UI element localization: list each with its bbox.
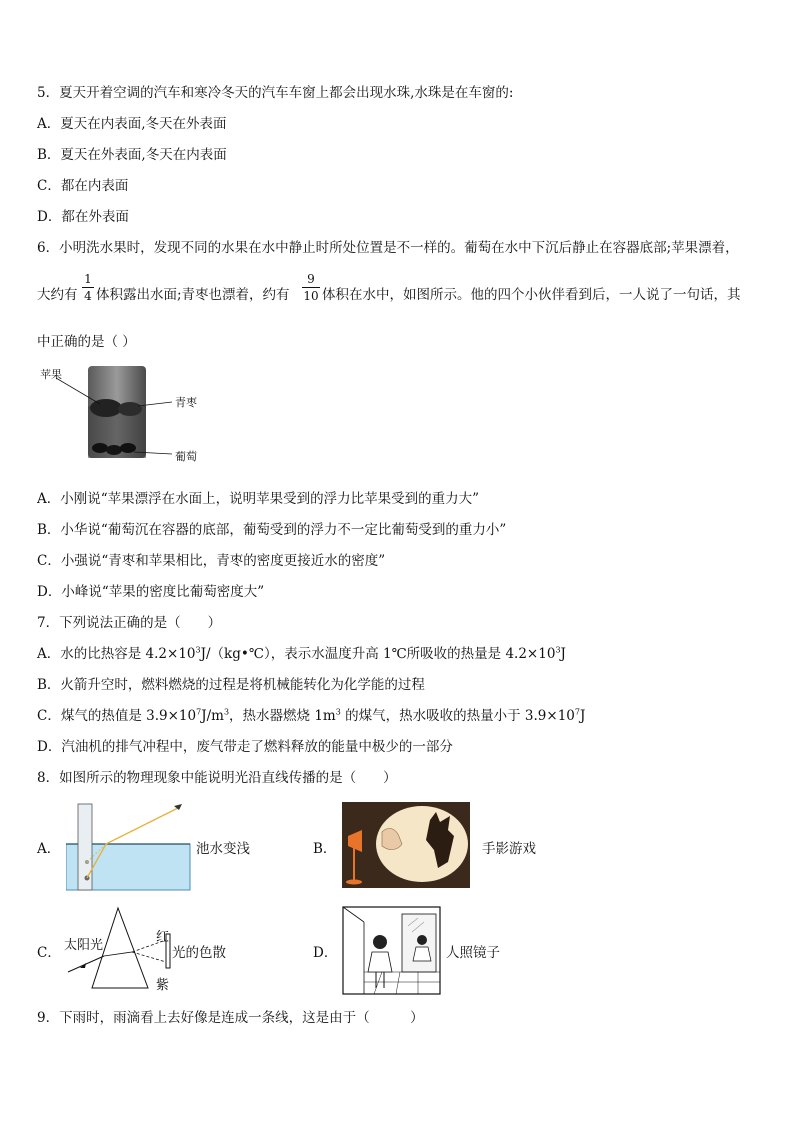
q7-option-c-part: ，热水器燃烧 1m [229,708,336,724]
refracted-ray [104,952,132,956]
fraction-numerator: 1 [84,272,92,286]
q7-option-c [37,707,585,725]
q7-option-c-part: J [579,708,586,724]
q8-option-c-letter: C． [37,945,61,961]
q7-option-c-part: J/m [201,708,224,724]
superscript: 3 [555,645,561,655]
superscript: 7 [196,707,202,717]
q8-option-d-letter: D． [313,945,338,961]
mirror-diagram [342,906,442,996]
q7-option-b: B．火箭升空时，燃料燃烧的过程是将机械能转化为化学能的过程 [37,677,425,693]
q7-option-d: D．汽油机的排气冲程中，废气带走了燃料释放的能量中极少的一部分 [37,739,453,755]
violet-ray [132,952,166,962]
q8-option-d-caption: 人照镜子 [446,945,500,961]
fraction-denominator: 4 [84,289,92,303]
q8-option-b-letter: B． [313,841,337,857]
q7-option-a-part: J [560,646,566,662]
q7-option-a [37,645,566,663]
q6-option-a: A．小刚说“苹果漂浮在水面上，说明苹果受到的浮力比苹果受到的重力大” [37,491,480,507]
q8-option-c-caption: 光的色散 [172,945,226,961]
grape-shape [92,443,108,453]
q6-option-c: C．小强说“青枣和苹果相比，青枣的密度更接近水的密度” [37,553,386,569]
q6-option-d: D．小峰说“苹果的密度比葡萄密度大” [37,584,265,600]
q7-option-c-part: C．煤气的热值是 3.9×10 [37,708,197,724]
reflection-head [417,935,427,945]
superscript: 3 [335,707,341,717]
q8-figure-mirror [342,906,442,996]
jujube-shape [118,402,142,416]
red-label: 红 [156,930,170,945]
q8-option-a-letter: A． [37,841,61,857]
incident-ray [68,956,104,972]
q5-option-b: B．夏天在外表面,冬天在内表面 [37,147,227,163]
fraction-numerator: 9 [307,272,315,286]
q8-figure-pool [66,802,192,892]
q6-stem-line1: 6．小明洗水果时，发现不同的水果在水中静止时所处位置是不一样的。葡萄在水中下沉后静止在容器底部;苹果漂着， [37,240,739,256]
superscript: 3 [223,707,230,717]
q6-stem-line2-b: 体积露出水面;青枣也漂着，约有 [96,287,290,303]
q6-fraction-one-quarter [82,272,94,303]
q7-option-a-part: J/（kg•℃），表示水温度升高 1℃所吸收的热量是 4.2×10 [200,646,556,662]
lamp-base [346,880,362,885]
apple-label: 苹果 [40,368,62,381]
fraction-denominator: 10 [303,289,319,303]
reflection-dress [413,947,431,961]
apple-shape [90,399,122,417]
q8-option-b-caption: 手影游戏 [482,841,536,857]
q8-stem: 8．如图所示的物理现象中能说明光沿直线传播的是（ ） [37,770,397,786]
girl-head [373,935,387,949]
q5-option-c: C．都在内表面 [37,178,129,194]
sunlight-label: 太阳光 [64,938,104,953]
pool-refraction-diagram [66,802,192,892]
q9-stem: 9．下雨时，雨滴看上去好像是连成一条线，这是由于（ ） [37,1010,424,1026]
q6-fruit-figure [38,364,218,464]
jujube-label: 青枣 [175,396,197,409]
q5-option-a: A．夏天在内表面,冬天在外表面 [37,116,227,132]
q5-option-d: D．都在外表面 [37,209,129,225]
q7-stem: 7．下列说法正确的是（ ） [37,615,222,631]
q5-stem: 5．夏天开着空调的汽车和寒冷冬天的汽车车窗上都会出现水珠,水珠是在车窗的: [37,85,514,101]
q8-figure-shadow-play [342,802,470,888]
q8-option-a-caption: 池水变浅 [196,841,250,857]
arrow-icon [80,963,86,968]
girl-dress [368,952,392,972]
q6-stem-line2-c: 体积在水中，如图所示。他的四个小伙伴看到后，一人说了一句话，其 [322,287,741,303]
superscript: 3 [195,645,201,655]
fraction-bar [302,287,320,288]
q6-stem-line2-a: 大约有 [37,287,78,303]
grape-shape [120,443,136,453]
grape-shape [106,445,122,455]
hand-shadow-diagram [342,802,470,888]
q6-option-b: B．小华说“葡萄沉在容器的底部，葡萄受到的浮力不一定比葡萄受到的重力小” [37,522,507,538]
violet-label: 紫 [156,978,170,993]
superscript: 7 [574,707,580,717]
grape-label: 葡萄 [175,450,197,463]
q7-option-c-part: 的煤气，热水吸收的热量小于 3.9×10 [340,708,575,724]
q6-stem-line3: 中正确的是（ ） [37,334,136,350]
q7-option-a-part: A．水的比热容是 4.2×10 [37,646,196,662]
fraction-bar [82,287,94,288]
q6-fraction-nine-tenths [302,272,320,303]
